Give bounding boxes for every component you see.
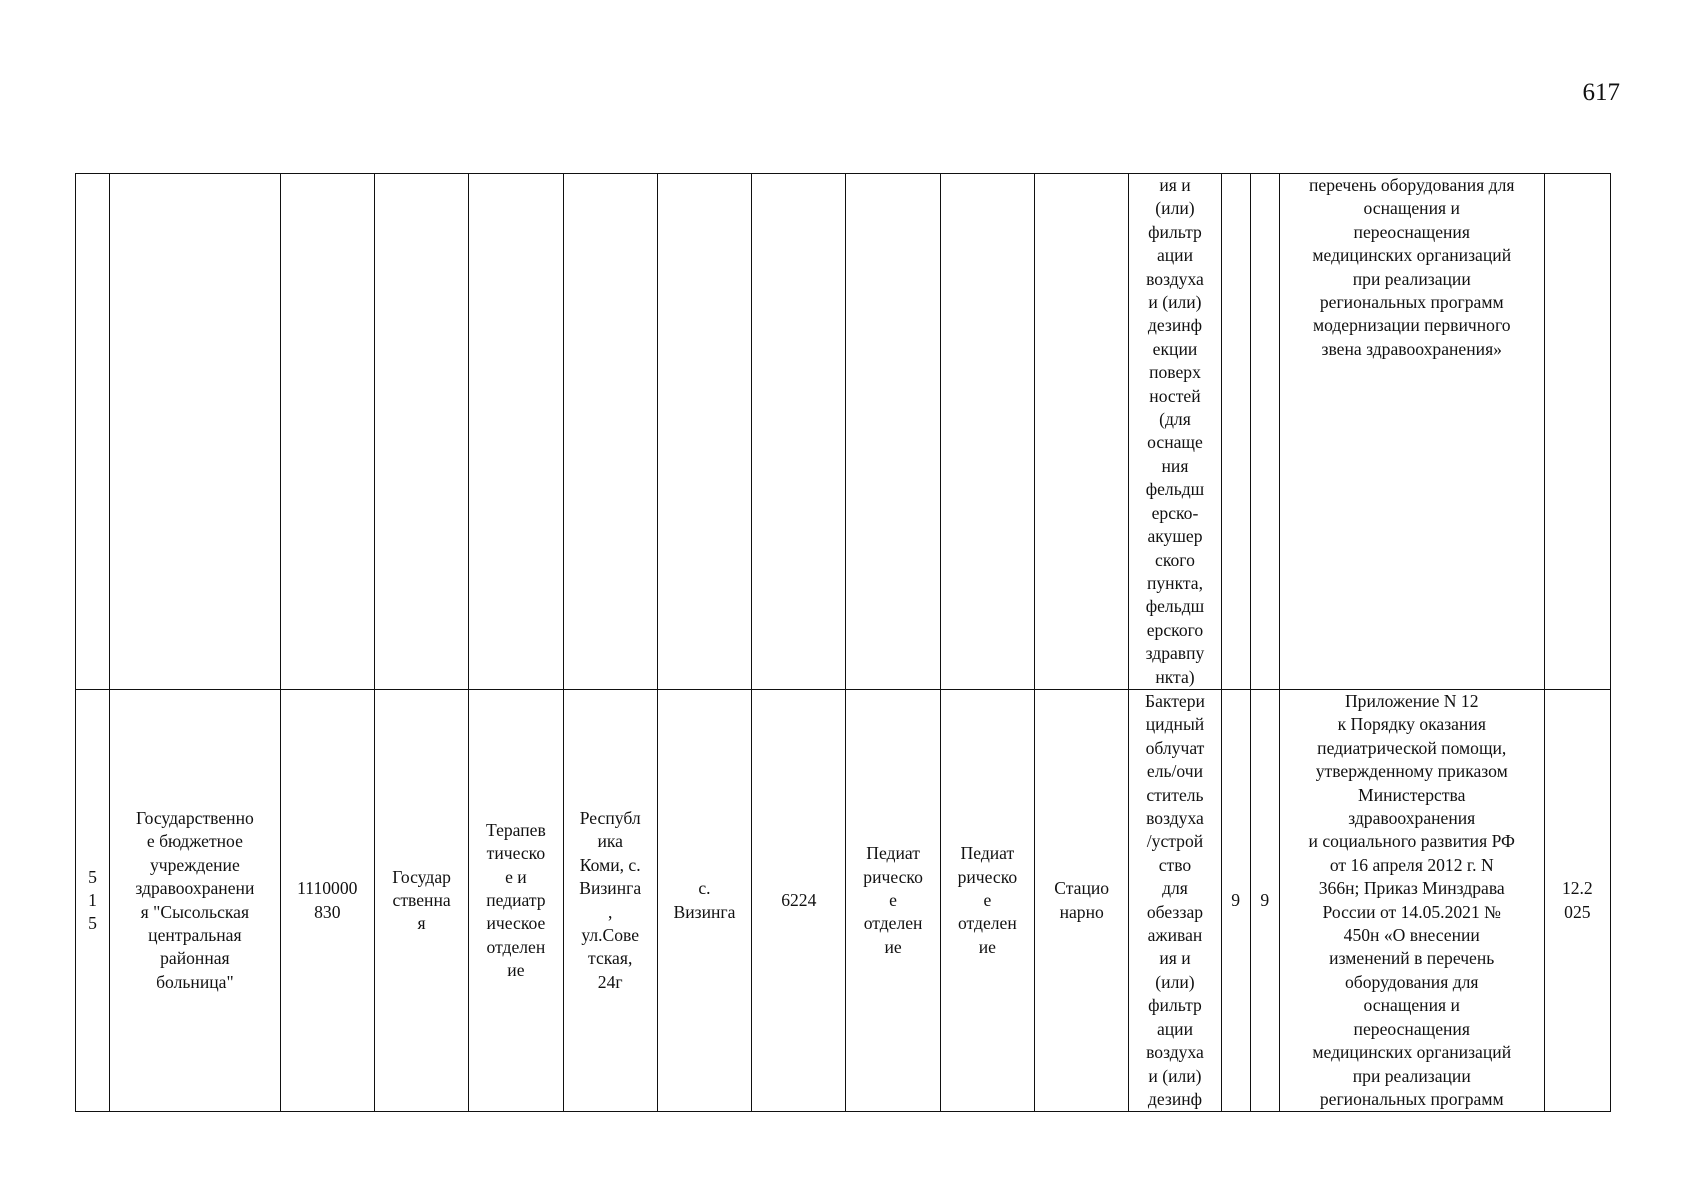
department-cell	[940, 174, 1034, 690]
locality-cell	[657, 174, 751, 690]
ownership-cell	[374, 174, 468, 690]
equipment-cell: ия и (или) фильтр ации воздуха и (или) дезинф екции поверх ностей (для оснаще ния фельдш ерско- акушер ского пункта, фельдш ерского здравпу нкта)	[1129, 174, 1221, 690]
quantity-b-cell	[1250, 174, 1279, 690]
address-cell	[563, 174, 657, 690]
quantity-a-cell: 9	[1221, 690, 1250, 1112]
legal-basis-cell: перечень оборудования для оснащения и переоснащения медицинских организаций при реализации региональных программ модернизации первичного звена здравоохранения»	[1279, 174, 1544, 690]
inn-cell: 1110000 830	[280, 690, 374, 1112]
code-cell	[752, 174, 846, 690]
ownership-cell: Государ ственна я	[374, 690, 468, 1112]
care-form-cell	[1035, 174, 1129, 690]
inn-cell	[280, 174, 374, 690]
locality-cell: с. Визинга	[657, 690, 751, 1112]
unit-cell	[469, 174, 563, 690]
equipment-cell: Бактери цидный облучат ель/очи ститель воздуха /устрой ство для обеззар аживан ия и (или) фильтр ации воздуха и (или) дезинф	[1129, 690, 1221, 1112]
row-number-cell: 5 1 5	[76, 690, 110, 1112]
subdivision-cell: Педиат рическо е отделен ие	[846, 690, 940, 1112]
quantity-b-cell: 9	[1250, 690, 1279, 1112]
code-cell: 6224	[752, 690, 846, 1112]
date-cell: 12.2 025	[1544, 690, 1610, 1112]
institution-cell: Государственно е бюджетное учреждение здравоохранени я "Сысольская центральная районная больница"	[110, 690, 281, 1112]
address-cell: Республ ика Коми, с. Визинга , ул.Сове тская, 24г	[563, 690, 657, 1112]
row-number-cell	[76, 174, 110, 690]
unit-cell: Терапев тическо е и педиатр ическое отделен ие	[469, 690, 563, 1112]
subdivision-cell	[846, 174, 940, 690]
page-number: 617	[1582, 79, 1620, 106]
equipment-table	[75, 173, 1611, 1112]
care-form-cell: Стацио нарно	[1035, 690, 1129, 1112]
table-row	[76, 690, 1611, 1112]
date-cell	[1544, 174, 1610, 690]
institution-cell	[110, 174, 281, 690]
quantity-a-cell	[1221, 174, 1250, 690]
department-cell: Педиат рическо е отделен ие	[940, 690, 1034, 1112]
legal-basis-cell: Приложение N 12 к Порядку оказания педиатрической помощи, утвержденному приказом Министерства здравоохранения и социального развития РФ от 16 апреля 2012 г. N 366н; Приказ Минздрава России от 14.05.2021 № 450н «О внесении изменений в перечень оборудования для оснащения и переоснащения медицинских организаций при реализации региональных программ	[1279, 690, 1544, 1112]
table-row	[76, 174, 1611, 690]
